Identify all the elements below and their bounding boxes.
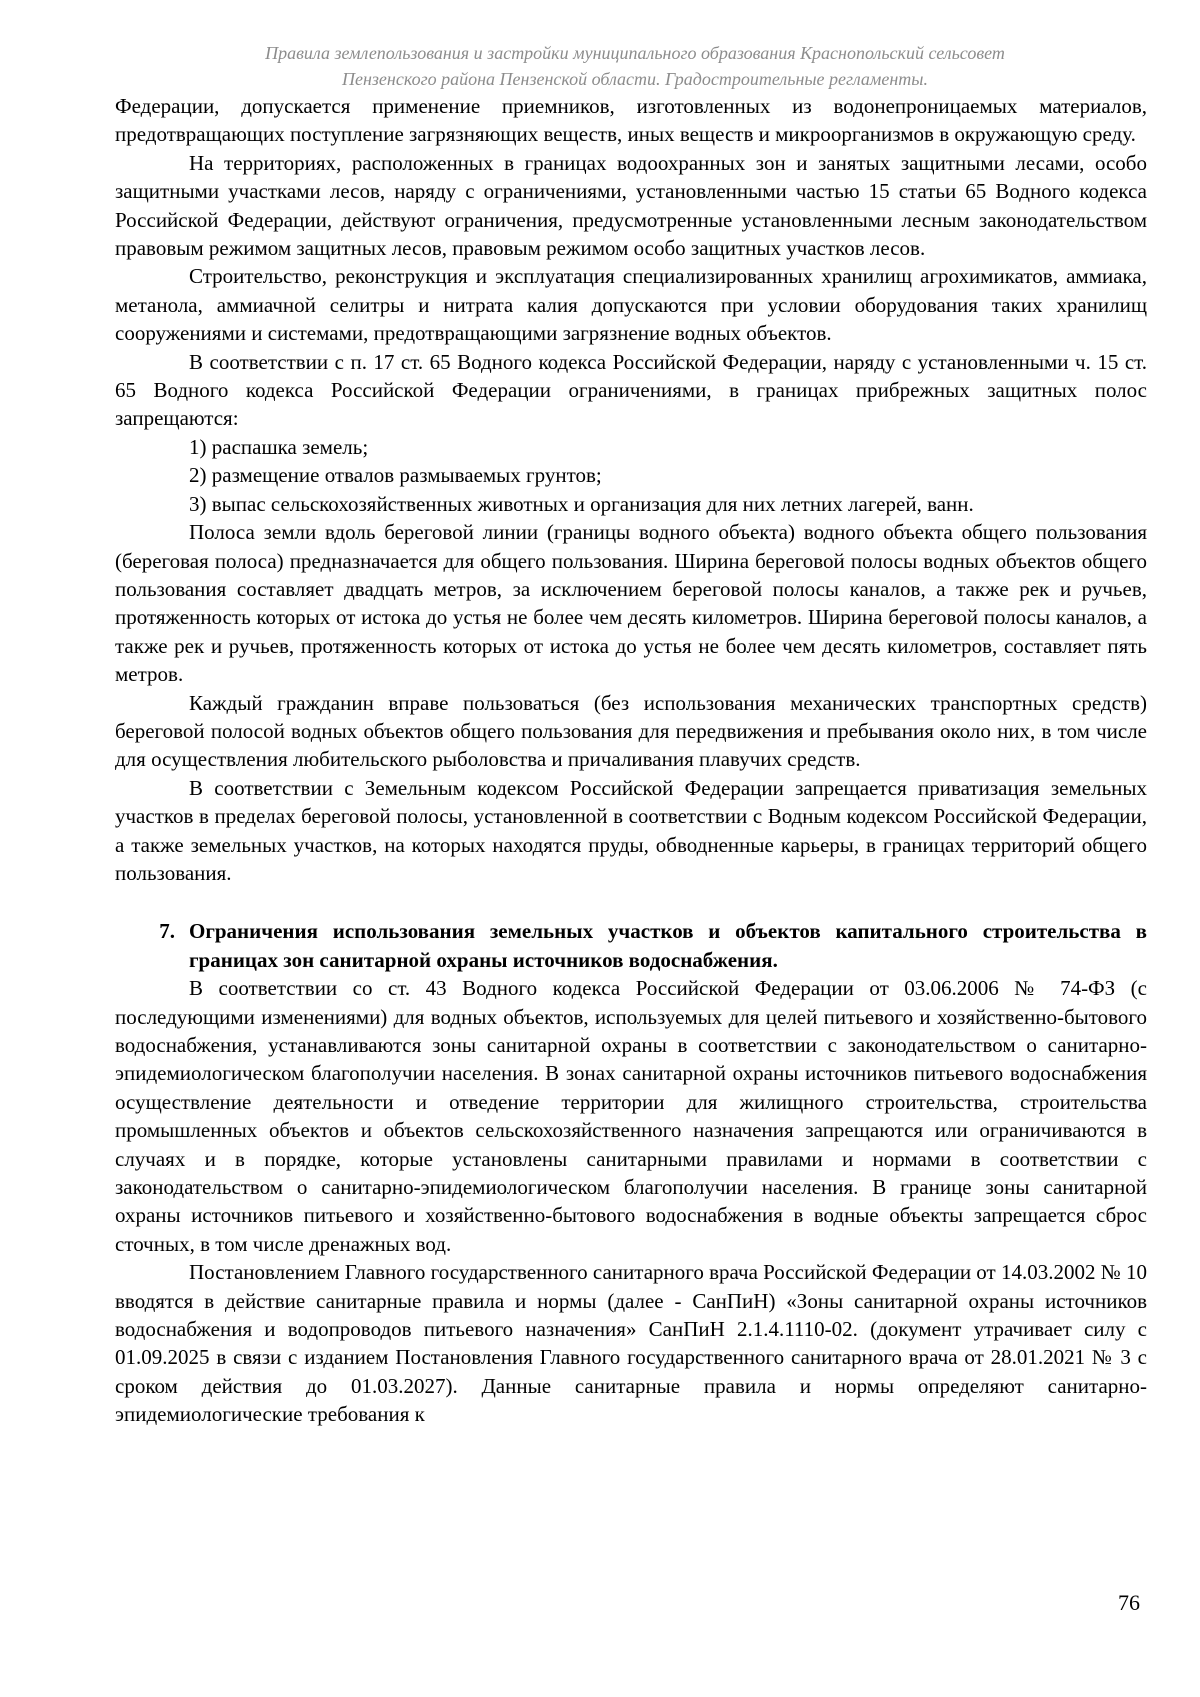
- section-number: 7.: [159, 919, 175, 944]
- document-body: [115, 92, 1147, 1429]
- paragraph-citizen-rights: Каждый гражданин вправе пользоваться (без использования механических транспортных средств) береговой полосой водных объектов общего пользования для передвижения и пребывания около них, в том числе для осуществления любительского рыболовства и причаливания плавучих средств.: [115, 690, 1147, 772]
- list-item: 3) выпас сельскохозяйственных животных и организация для них летних лагерей, ванн.: [189, 491, 974, 516]
- paragraph-coastal-strip-prohibitions: В соответствии с п. 17 ст. 65 Водного кодекса Российской Федерации, наряду с установленными ч. 15 ст. 65 Водного кодекса Российской Федерации ограничениями, в границах прибрежных защитных полос запрещаются:: [115, 349, 1147, 431]
- paragraph-storage-facilities: Строительство, реконструкция и эксплуатация специализированных хранилищ агрохимикатов, аммиака, метанола, аммиачной селитры и нитрата калия допускаются при условии оборудования таких хранилищ сооружениями и системами, предотвращающими загрязнение водных объектов.: [115, 264, 1147, 346]
- paragraph-sanitary-zones: В соответствии со ст. 43 Водного кодекса Российской Федерации от 03.06.2006 № 74-ФЗ (с последующими изменениями) для водных объектов, используемых для целей питьевого и хозяйственно-бытового водоснабжения, устанавливаются зоны санитарной охраны в соответствии с законодательством о санитарно-эпидемиологическом благополучии населения. В зонах санитарной охраны источников питьевого водоснабжения осуществление деятельности и отведение территории для жилищного строительства, строительства промышленных объектов и объектов сельскохозяйственного назначения запрещаются или ограничиваются в случаях и в порядке, которые установлены санитарными правилами и нормами в соответствии с законодательством о санитарно-эпидемиологическом благополучии населения. В границе зоны санитарной охраны источников питьевого и хозяйственно-бытового водоснабжения в водные объекты запрещается сброс сточных, в том числе дренажных вод.: [115, 976, 1147, 1256]
- paragraph-shoreline-strip: Полоса земли вдоль береговой линии (границы водного объекта) водного объекта общего пользования (береговая полоса) предназначается для общего пользования. Ширина береговой полосы водных объектов общего пользования составляет двадцать метров, за исключением береговой полосы каналов, а также рек и ручьев, протяженность которых от истока до устья не более чем десять километров. Ширина береговой полосы каналов, а также рек и ручьев, протяженность которых от истока до устья не более чем десять километров, составляет пять метров.: [115, 520, 1147, 687]
- running-header: [150, 40, 1120, 92]
- paragraph-privatization: В соответствии с Земельным кодексом Российской Федерации запрещается приватизация земельных участков в пределах береговой полосы, установленной в соответствии с Водным кодексом Российской Федерации, а также земельных участков, на которых находятся пруды, обводненные карьеры, в границах территорий общего пользования.: [115, 775, 1147, 885]
- running-header-line-1: Правила землепользования и застройки муниципального образования Краснопольский сельсовет: [265, 43, 1005, 63]
- page-number: 76: [1118, 1590, 1140, 1615]
- section-heading: [115, 917, 1147, 974]
- list-item: 2) размещение отвалов размываемых грунтов;: [189, 463, 602, 488]
- paragraph-continuation: Федерации, допускается применение приемников, изготовленных из водонепроницаемых материалов, предотвращающих поступление загрязняющих веществ, иных веществ и микроорганизмов в окружающую среду.: [115, 94, 1147, 147]
- list-item: 1) распашка земель;: [189, 434, 369, 459]
- paragraph-protective-forests: На территориях, расположенных в границах водоохранных зон и занятых защитными лесами, особо защитными участками лесов, наряду с ограничениями, установленными частью 15 статьи 65 Водного кодекса Российской Федерации, действуют ограничения, предусмотренные установленными лесным законодательством правовым режимом защитных лесов, правовым режимом особо защитных участков лесов.: [115, 150, 1147, 261]
- section-title: Ограничения использования земельных участков и объектов капитального строительства в границах зон санитарной охраны источников водоснабжения.: [189, 919, 1147, 972]
- running-header-line-2: Пензенского района Пензенской области. Градостроительные регламенты.: [341, 69, 928, 89]
- paragraph-sanpin-decree: Постановлением Главного государственного санитарного врача Российской Федерации от 14.03.2002 № 10 вводятся в действие санитарные правила и нормы (далее - СанПиН) «Зоны санитарной охраны источников водоснабжения и водопроводов питьевого назначения» СанПиН 2.1.4.1110-02. (документ утрачивает силу с 01.09.2025 в связи с изданием Постановления Главного государственного санитарного врача от 28.01.2021 № 3 с сроком действия до 01.03.2027). Данные санитарные правила и нормы определяют санитарно-эпидемиологические требования к: [115, 1260, 1147, 1427]
